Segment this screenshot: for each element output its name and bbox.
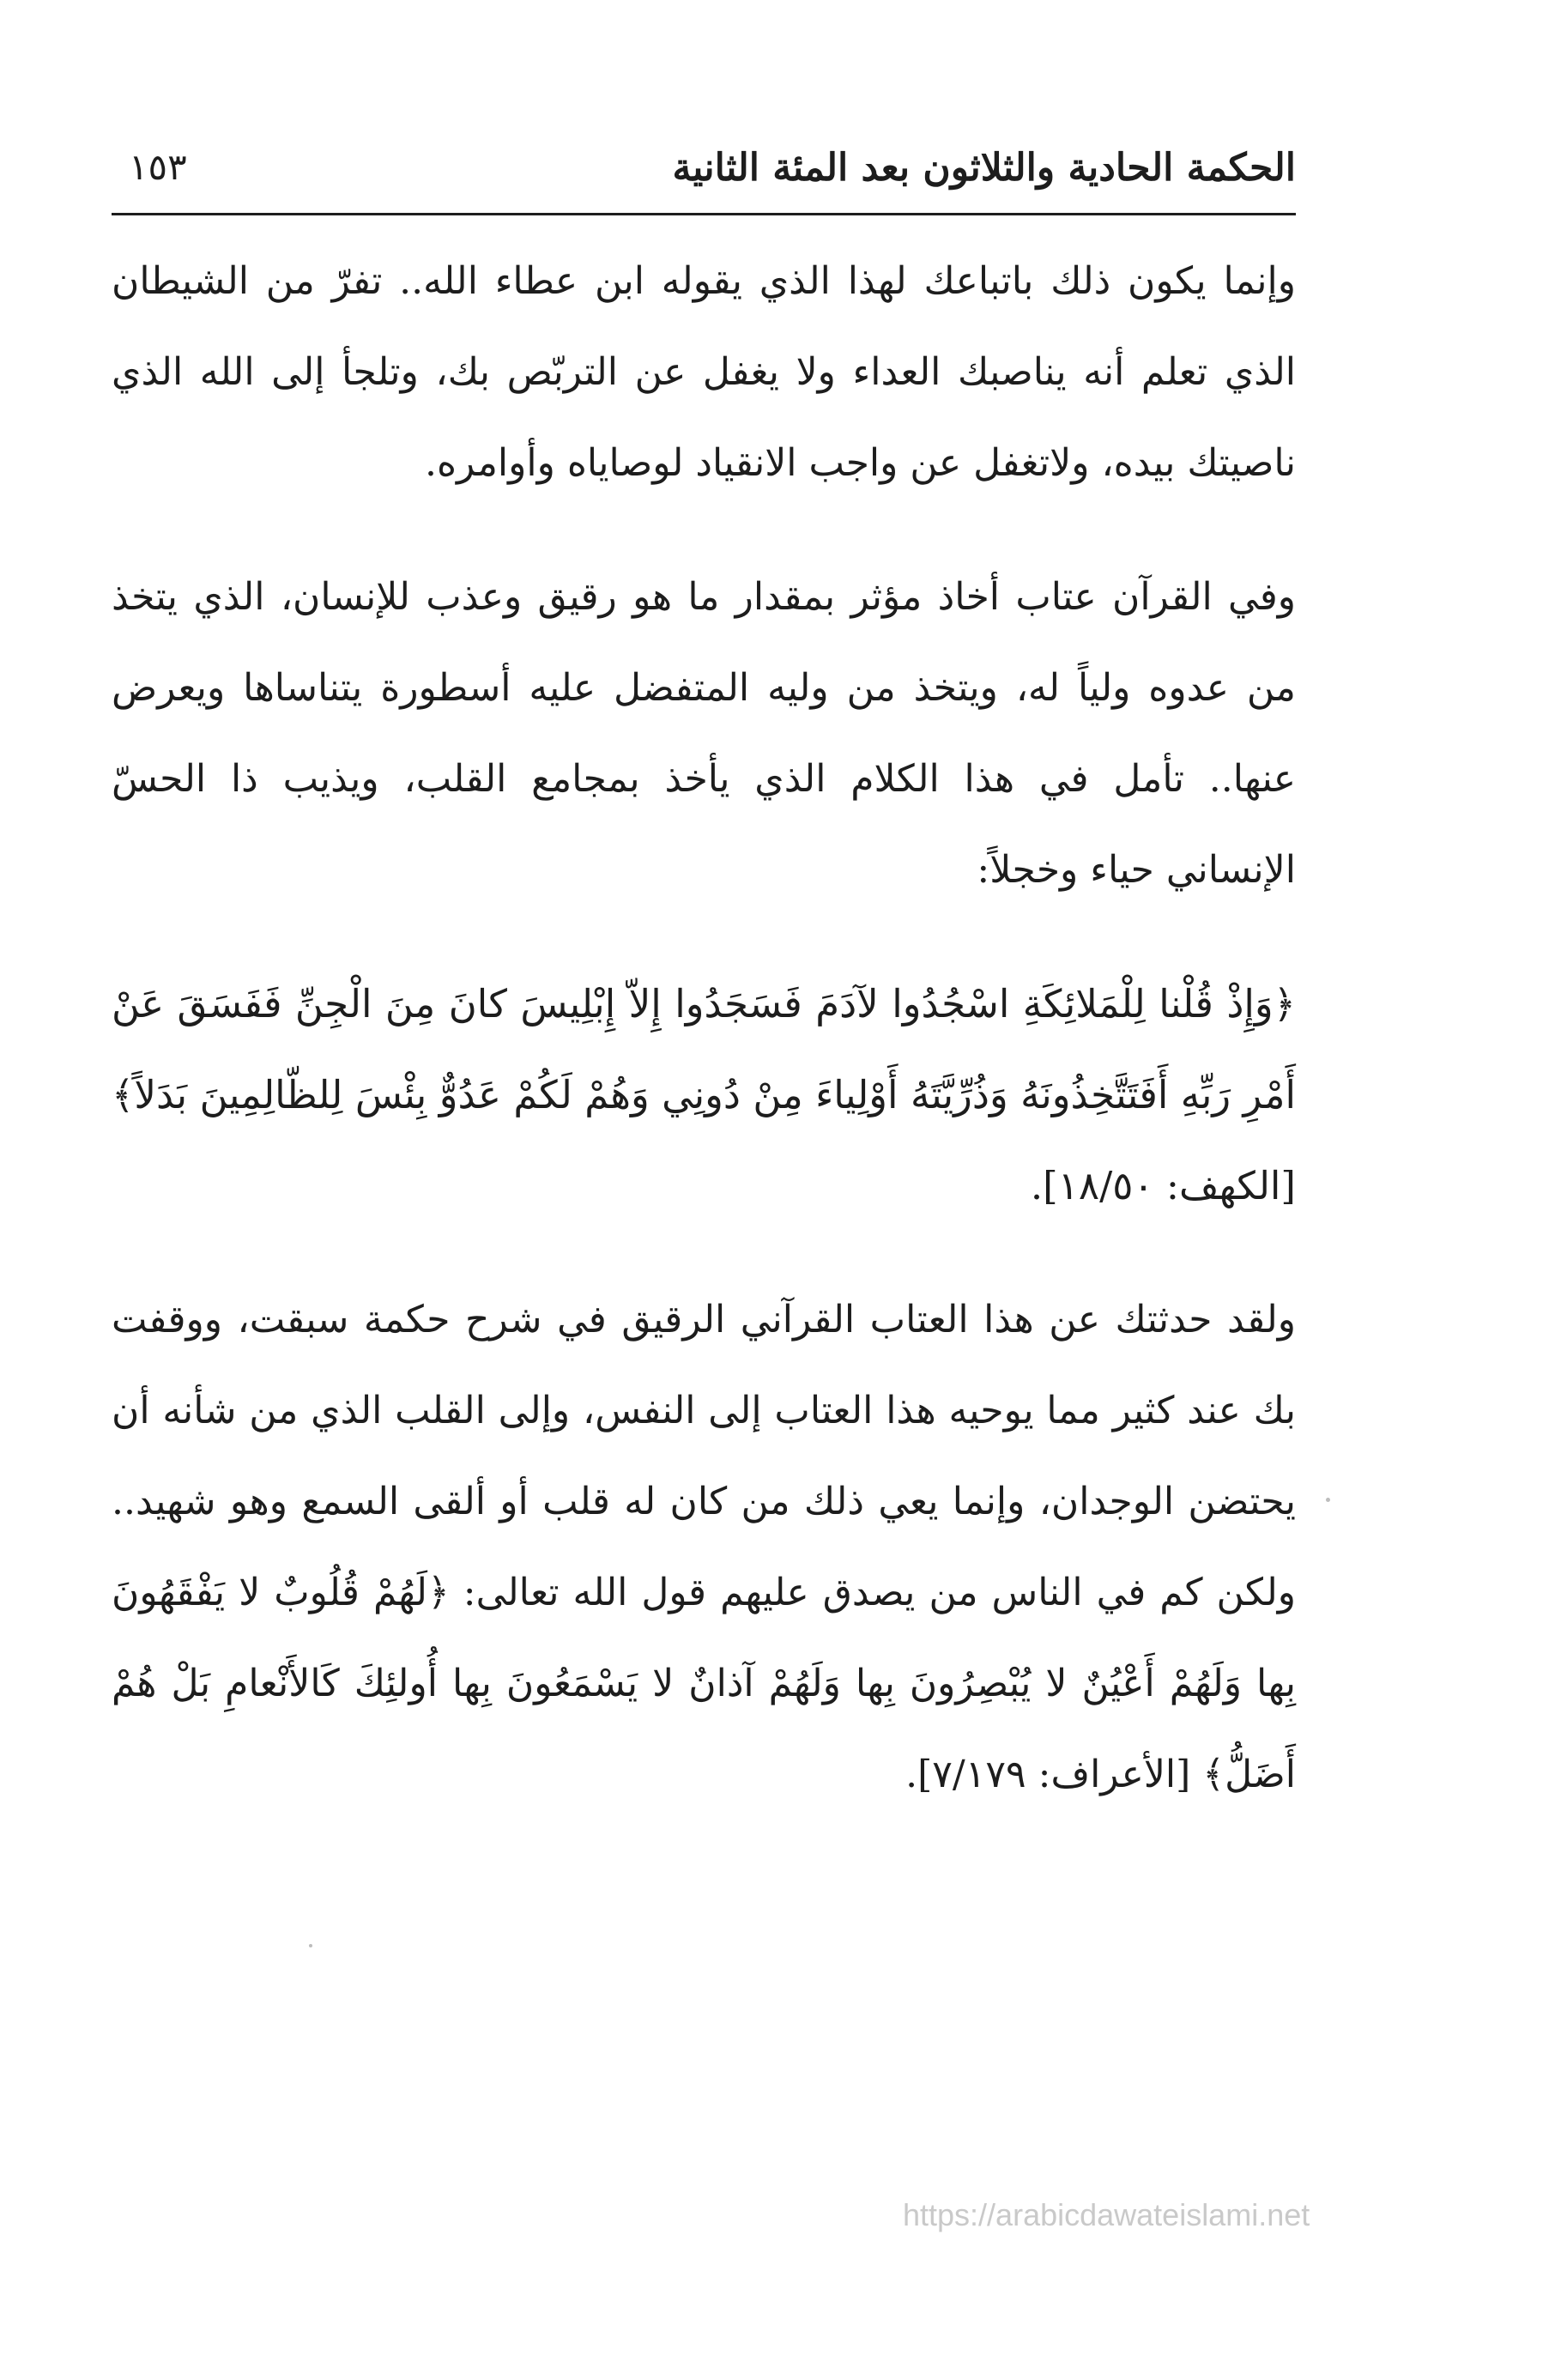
paragraph-1: وإنما يكون ذلك باتباعك لهذا الذي يقوله ابن عطاء الله.. تفرّ من الشيطان الذي تعلم أنه يناصبك العداء ولا يغفل عن التربّص بك، وتلجأ إلى الله الذي ناصيتك بيده، ولاتغفل عن واجب الانقياد لوصاياه وأوامره. (112, 259, 1296, 485)
chapter-title: الحكمة الحادية والثلاثون بعد المئة الثانية (672, 146, 1296, 190)
quran-verse-paragraph: ﴿وَإِذْ قُلْنا لِلْمَلائِكَةِ اسْجُدُوا لآدَمَ فَسَجَدُوا إِلاّ إِبْلِيسَ كانَ مِنَ الْجِنِّ فَفَسَقَ عَنْ أَمْرِ رَبِّهِ أَفَتَتَّخِذُونَهُ وَذُرِّيَّتَهُ أَوْلِياءَ مِنْ دُونِي وَهُمْ لَكُمْ عَدُوٌّ بِئْسَ لِلظّالِمِينَ بَدَلاً﴾ [الكهف: ١٨/٥٠]. (112, 981, 1296, 1208)
paragraph-4: ولقد حدثتك عن هذا العتاب القرآني الرقيق في شرح حكمة سبقت، ووقفت بك عند كثير مما يوحيه هذا العتاب إلى النفس، وإلى القلب الذي من شأنه أن يحتضن الوجدان، وإنما يعي ذلك من كان له قلب أو ألقى السمع وهو شهيد.. ولكن كم في الناس من يصدق عليهم قول الله تعالى: ﴿لَهُمْ قُلُوبٌ لا يَفْقَهُونَ بِها وَلَهُمْ أَعْيُنٌ لا يُبْصِرُونَ بِها وَلَهُمْ آذانٌ لا يَسْمَعُونَ بِها أُولئِكَ كَالأَنْعامِ بَلْ هُمْ أَضَلُّ﴾ [الأعراف: ٧/١٧٩]. (112, 1298, 1296, 1796)
watermark-url: https://arabicdawateislami.net (903, 2197, 1310, 2232)
scan-speck (309, 1944, 312, 1947)
paragraph-2: وفي القرآن عتاب أخاذ مؤثر بمقدار ما هو رقيق وعذب للإنسان، الذي يتخذ من عدوه ولياً له، ويتخذ من وليه المتفضل عليه أسطورة يتناساها ويعرض عنها.. تأمل في هذا الكلام الذي يأخذ بمجامع القلب، ويذيب ذا الحسّ الإنساني حياء وخجلاً: (112, 575, 1296, 892)
scan-speck (1326, 1498, 1330, 1502)
header-divider (112, 213, 1296, 215)
running-header (112, 137, 1296, 215)
body-text (112, 236, 1296, 1820)
page-number: ١٥٣ (129, 146, 187, 188)
